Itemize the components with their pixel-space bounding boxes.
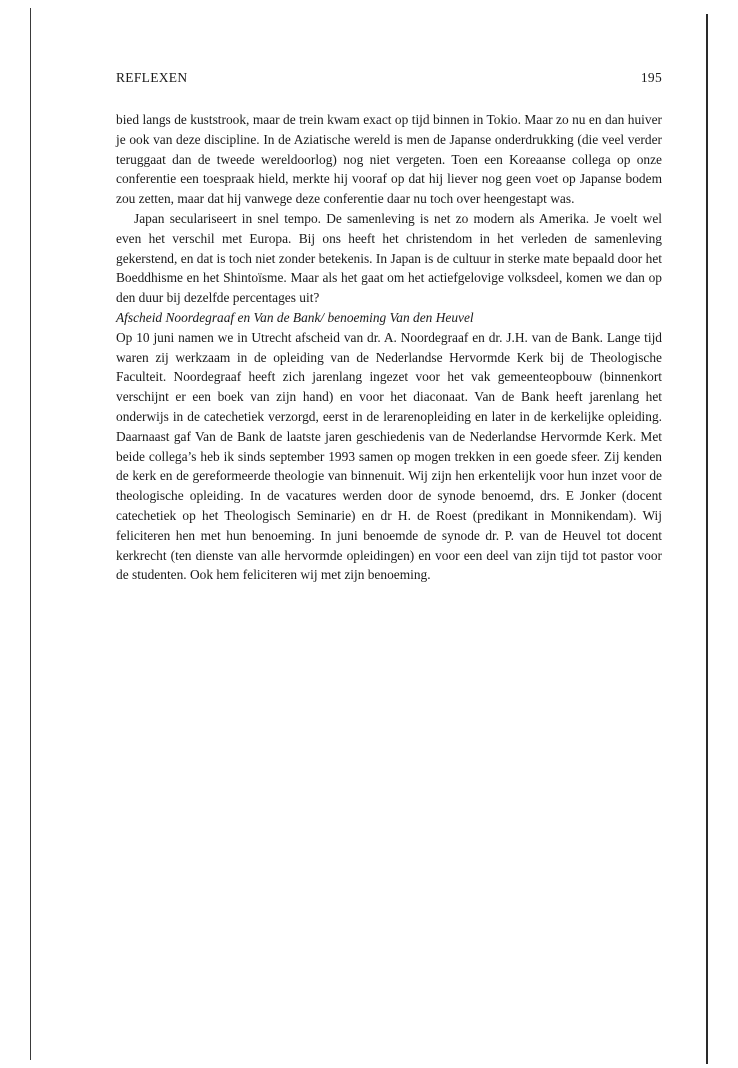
page-body <box>116 110 662 585</box>
section-heading: Afscheid Noordegraaf en Van de Bank/ benoeming Van den Heuvel <box>116 309 474 325</box>
running-title: REFLEXEN <box>116 70 188 85</box>
paragraph-3: Op 10 juni namen we in Utrecht afscheid van dr. A. Noordegraaf en dr. J.H. van de Bank. Lange tijd waren zij werkzaam in de opleiding van de Nederlandse Hervormde Kerk bij de Theologische Faculteit. Noordegraaf heeft zich jarenlang ingezet voor het vak gemeenteopbouw (binnenkort verschijnt er een boek van zijn hand) en voor het diaconaat. Van de Bank heeft jarenlang het onderwijs in de catechetiek verzorgd, eerst in de lerarenopleiding en later in de kerkelijke opleiding. Daarnaast gaf Van de Bank de laatste jaren geschiedenis van de Nederlandse Hervormde Kerk. Met beide collega’s heb ik sinds september 1993 samen op mogen trekken in een goede sfeer. Zij kenden de kerk en de gereformeerde theologie van binnenuit. Wij zijn hen erkentelijk voor hun inzet voor de theologische opleiding. In de vacatures werden door de synode benoemd, drs. E Jonker (docent catechetiek op het Theologisch Seminarie) en dr H. de Roest (predikant in Monnikendam). Wij feliciteren hen met hun benoeming. In juni benoemde de synode dr. P. van de Heuvel tot docent kerkrecht (ten dienste van alle hervormde opleidingen) en voor een deel van zijn tijd tot pastor voor de studenten. Ook hem feliciteren wij met zijn benoeming. <box>116 329 662 583</box>
scan-edge-right <box>706 14 708 1064</box>
paragraph-2: Japan seculariseert in snel tempo. De samenleving is net zo modern als Amerika. Je voelt wel even het verschil met Europa. Bij ons heeft het christendom in het verleden de samenleving gekerstend, en dat is toch niet zonder betekenis. In Japan is de cultuur in sterke mate bepaald door het Boeddhisme en het Shintoïsme. Maar als het gaat om het actiefgelovige volksdeel, komen we dan op den duur bij dezelfde percentages uit? <box>116 210 662 306</box>
scan-edge-left <box>30 8 31 1060</box>
paragraph-1: bied langs de kuststrook, maar de trein kwam exact op tijd binnen in Tokio. Maar zo nu en dan huiver je ook van deze discipline. In de Aziatische wereld is men de Japanse onderdrukking (die veel verder teruggaat dan de tweede wereldoorlog) nog niet vergeten. Toen een Koreaanse collega op onze conferentie een toespraak hield, merkte hij vooraf op dat hij liever nog geen voet op Japanse bodem zou zetten, maar dat hij vanwege deze conferentie daar nu toch over heengestapt was. <box>116 112 662 207</box>
page-number: 195 <box>640 70 662 85</box>
